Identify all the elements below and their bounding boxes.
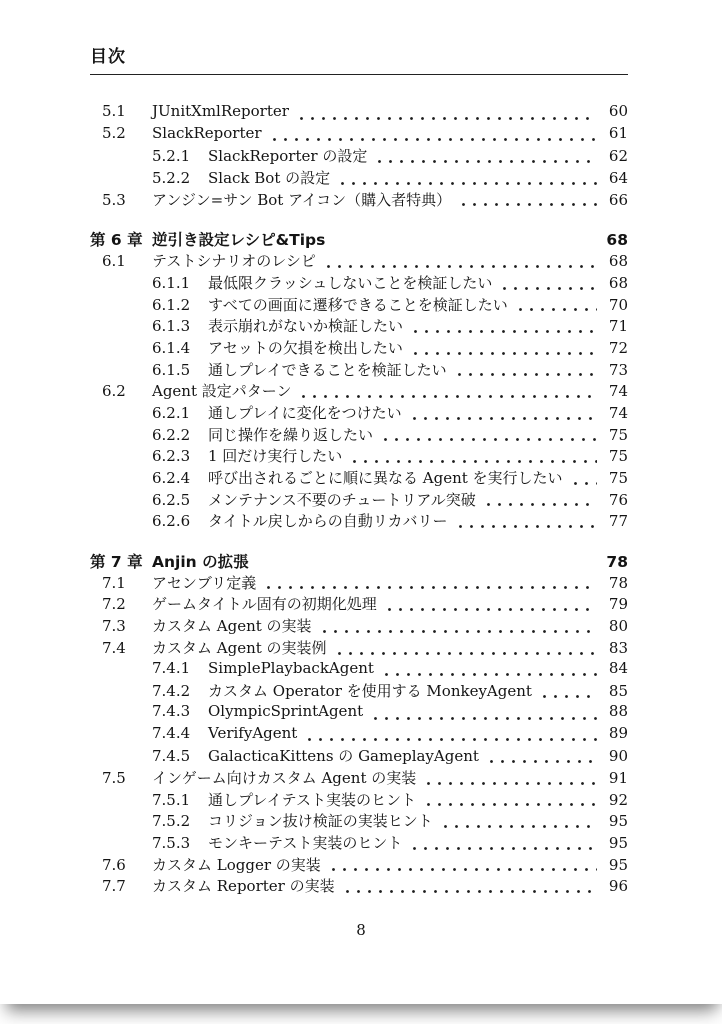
toc-entry-title: モンキーテスト実装のヒント — [208, 834, 403, 852]
dot-leader — [256, 565, 597, 568]
toc-entry-number: 5.1 — [102, 102, 126, 120]
dot-leader — [332, 243, 597, 246]
dot-leader — [455, 525, 597, 528]
toc-entry-page: 88 — [608, 701, 628, 720]
toc-entry-title: すべての画面に遷移できることを検証したい — [208, 295, 508, 314]
toc-entry[interactable] — [90, 724, 628, 746]
dot-leader — [323, 265, 597, 268]
dot-leader — [380, 438, 597, 441]
toc-entry-number: 7.4.5 — [152, 747, 191, 766]
toc-entry[interactable] — [90, 228, 628, 250]
dot-leader — [499, 287, 597, 290]
dot-leader — [539, 695, 597, 698]
toc-entry-number: 7.4.1 — [152, 658, 191, 677]
toc-entry[interactable] — [90, 402, 628, 424]
dot-leader — [296, 117, 597, 120]
toc-entry-page: 76 — [608, 490, 628, 509]
toc-entry[interactable] — [90, 832, 628, 854]
toc-entry[interactable] — [90, 467, 628, 489]
toc-entry-title: SimplePlaybackAgent — [208, 658, 374, 677]
toc-entry-page: 89 — [608, 723, 628, 742]
toc-entry-page: 95 — [608, 834, 628, 852]
toc-entry-title: アセンブリ定義 — [152, 573, 257, 592]
toc-entry[interactable] — [90, 337, 628, 359]
dot-leader — [440, 825, 597, 828]
toc-entry[interactable] — [90, 615, 628, 637]
dot-leader — [263, 586, 597, 589]
toc-entry-number: 7.5.2 — [152, 812, 191, 831]
toc-entry-title: 逆引き設定レシピ&Tips — [152, 231, 326, 250]
toc-entry-title: 通しプレイできることを検証したい — [208, 360, 447, 379]
toc-entry[interactable] — [90, 659, 628, 681]
toc-entry-number: 6.2.4 — [152, 469, 191, 487]
toc-entry-number: 7.5 — [102, 768, 126, 787]
toc-entry-title: メンテナンス不要のチュートリアル突破 — [208, 490, 476, 509]
dot-leader — [486, 760, 597, 763]
page-number: 8 — [356, 921, 366, 939]
toc-entry-page: 95 — [608, 855, 628, 874]
toc-entry-page: 68 — [606, 231, 628, 250]
toc-entry-page: 61 — [608, 123, 628, 142]
toc-entry-title: タイトル戻しからの自動リカバリー — [208, 512, 448, 531]
toc-entry-number: 7.2 — [102, 595, 126, 614]
dot-leader — [381, 673, 597, 676]
toc-entry-page: 95 — [608, 812, 628, 831]
toc-entry-number: 6.2 — [102, 382, 126, 401]
toc-heading: 目次 — [90, 47, 126, 67]
toc-entry-number: 5.2.2 — [152, 169, 191, 188]
toc-entry-title: カスタム Reporter の実装 — [152, 877, 335, 896]
toc-entry-title: 通しプレイに変化をつけたい — [208, 403, 402, 422]
toc-entry-page: 75 — [608, 425, 628, 444]
toc-entry-page: 92 — [608, 790, 628, 809]
toc-entry-title: 呼び出されるごとに順に異なる Agent を実行したい — [208, 469, 563, 487]
dot-leader — [328, 868, 597, 871]
dot-leader — [370, 717, 597, 720]
toc-entry[interactable] — [90, 680, 628, 702]
toc-entry-number: 6.2.6 — [152, 512, 191, 531]
page-header — [90, 42, 628, 75]
toc-entry-number: 6.1.4 — [152, 338, 191, 357]
dot-leader — [570, 482, 597, 485]
dot-leader — [374, 160, 597, 163]
toc-entry[interactable] — [90, 359, 628, 381]
toc-entry-title: SlackReporter — [152, 123, 262, 142]
toc-entry-title: 最低限クラッシュしないことを検証したい — [208, 273, 493, 292]
toc-entry-number: 6.2.2 — [152, 425, 191, 444]
toc-entry-page: 72 — [608, 338, 628, 357]
toc-entry[interactable] — [90, 702, 628, 724]
toc-entry-number: 第 6 章 — [90, 231, 143, 250]
toc-entry-page: 68 — [608, 252, 628, 271]
dot-leader — [410, 352, 597, 355]
toc-entry-title: カスタム Logger の実装 — [152, 855, 321, 874]
toc-entry-page: 84 — [608, 658, 628, 677]
toc-entry[interactable] — [90, 145, 628, 167]
toc-entry-number: 6.2.5 — [152, 490, 191, 509]
toc-entry-title: インゲーム向けカスタム Agent の実装 — [152, 768, 417, 787]
toc-entry-title: カスタム Operator を使用する MonkeyAgent — [208, 682, 532, 701]
toc-entry[interactable] — [90, 315, 628, 337]
toc-entry-title: テストシナリオのレシピ — [152, 252, 316, 271]
toc-entry-number: 6.1.1 — [152, 273, 191, 292]
toc-entry-title: カスタム Agent の実装例 — [152, 638, 327, 657]
toc-entry-page: 80 — [608, 617, 628, 636]
toc-entry-page: 71 — [608, 317, 628, 336]
toc-entry[interactable] — [90, 854, 628, 876]
toc-entry[interactable] — [90, 810, 628, 832]
toc-entry[interactable] — [90, 272, 628, 294]
toc-entry[interactable] — [90, 767, 628, 789]
toc-entry-number: 6.1.3 — [152, 317, 191, 336]
toc-entry-title: GalacticaKittens の GameplayAgent — [208, 747, 479, 766]
toc-entry-page: 60 — [608, 102, 628, 120]
toc-entry-page: 83 — [608, 638, 628, 657]
toc-entry-title: カスタム Agent の実装 — [152, 617, 312, 636]
toc-entry-number: 5.3 — [102, 190, 126, 209]
toc-entry[interactable] — [90, 167, 628, 189]
toc-entry-page: 78 — [606, 553, 628, 572]
header-rule — [90, 74, 628, 75]
toc-entry-number: 7.4.3 — [152, 701, 191, 720]
toc-entry-title: JUnitXmlReporter — [152, 102, 289, 120]
dot-leader — [423, 803, 597, 806]
dot-leader — [304, 738, 597, 741]
dot-leader — [458, 203, 597, 206]
toc-entry[interactable] — [90, 124, 628, 146]
toc-entry[interactable] — [90, 294, 628, 316]
dot-leader — [384, 608, 597, 611]
toc-entry-page: 66 — [608, 190, 628, 209]
dot-leader — [410, 330, 597, 333]
toc-entry-number: 7.7 — [102, 877, 126, 896]
toc-entry-page: 62 — [608, 147, 628, 166]
toc-entry-page: 74 — [608, 403, 628, 422]
toc-entry[interactable] — [90, 593, 628, 615]
toc-entry-number: 6.1.2 — [152, 295, 191, 314]
toc-list — [90, 102, 628, 897]
toc-entry-page: 64 — [608, 169, 628, 188]
toc-entry-number: 7.4.2 — [152, 682, 191, 701]
dot-leader — [423, 782, 597, 785]
toc-entry[interactable] — [90, 424, 628, 446]
toc-entry-page: 73 — [608, 360, 628, 379]
toc-entry[interactable] — [90, 189, 628, 211]
toc-entry-title: Agent 設定パターン — [152, 382, 292, 401]
toc-entry-number: 6.1.5 — [152, 360, 191, 379]
page-footer — [0, 921, 722, 939]
toc-entry-number: 7.4.4 — [152, 723, 191, 742]
toc-entry-number: 5.2 — [102, 123, 126, 142]
toc-entry-title: アンジン=サン Bot アイコン（購入者特典） — [152, 190, 452, 209]
dot-leader — [409, 417, 597, 420]
toc-entry[interactable] — [90, 745, 628, 767]
toc-entry-title: Anjin の拡張 — [152, 553, 249, 572]
dot-leader — [337, 182, 597, 185]
toc-entry[interactable] — [90, 572, 628, 594]
toc-entry-page: 79 — [608, 595, 628, 614]
toc-entry[interactable] — [90, 789, 628, 811]
toc-entry-number: 7.1 — [102, 573, 126, 592]
toc-entry-number: 6.1 — [102, 252, 126, 271]
toc-entry-title: 同じ操作を繰り返したい — [208, 425, 374, 444]
toc-entry-number: 7.3 — [102, 617, 126, 636]
toc-entry-title: VerifyAgent — [208, 723, 298, 742]
toc-entry-number: 第 7 章 — [90, 553, 143, 572]
toc-entry[interactable] — [90, 445, 628, 467]
dot-leader — [349, 460, 597, 463]
dot-leader — [334, 652, 597, 655]
toc-entry-number: 7.4 — [102, 638, 126, 657]
dot-leader — [269, 138, 597, 141]
dot-leader — [298, 395, 597, 398]
dot-leader — [515, 308, 597, 311]
toc-entry-number: 7.6 — [102, 855, 126, 874]
toc-entry-number: 6.2.1 — [152, 403, 191, 422]
toc-entry-title: 表示崩れがないか検証したい — [208, 317, 404, 336]
toc-entry-page: 90 — [608, 747, 628, 766]
toc-entry-page: 77 — [608, 512, 628, 531]
toc-entry-page: 75 — [608, 447, 628, 466]
toc-entry-page: 85 — [608, 682, 628, 701]
toc-entry-number: 6.2.3 — [152, 447, 191, 466]
dot-leader — [483, 503, 597, 506]
toc-entry[interactable] — [90, 550, 628, 572]
toc-entry[interactable] — [90, 489, 628, 511]
toc-entry-page: 78 — [608, 573, 628, 592]
toc-entry[interactable] — [90, 875, 628, 897]
toc-entry-page: 75 — [608, 469, 628, 487]
toc-entry-page: 96 — [608, 877, 628, 896]
toc-entry-page: 91 — [608, 768, 628, 787]
toc-entry-page: 68 — [608, 273, 628, 292]
dot-leader — [409, 847, 597, 850]
toc-entry[interactable] — [90, 102, 628, 124]
toc-entry[interactable] — [90, 380, 628, 402]
toc-entry-title: コリジョン抜け検証の実装ヒント — [208, 812, 433, 831]
toc-entry-title: 1 回だけ実行したい — [208, 447, 343, 466]
toc-entry[interactable] — [90, 250, 628, 272]
toc-entry-title: 通しプレイテスト実装のヒント — [208, 790, 417, 809]
dot-leader — [454, 373, 597, 376]
toc-entry-title: SlackReporter の設定 — [208, 147, 368, 166]
toc-entry-number: 5.2.1 — [152, 147, 191, 166]
dot-leader — [319, 630, 597, 633]
toc-entry-title: Slack Bot の設定 — [208, 169, 331, 188]
toc-entry-number: 7.5.1 — [152, 790, 191, 809]
toc-entry-number: 7.5.3 — [152, 834, 191, 852]
toc-entry[interactable] — [90, 510, 628, 532]
toc-entry-title: アセットの欠損を検出したい — [208, 338, 403, 357]
toc-entry-page: 70 — [608, 295, 628, 314]
dot-leader — [342, 890, 597, 893]
toc-entry-title: OlympicSprintAgent — [208, 701, 364, 720]
toc-entry-title: ゲームタイトル固有の初期化処理 — [152, 595, 377, 614]
toc-entry-page: 74 — [608, 382, 628, 401]
toc-entry[interactable] — [90, 637, 628, 659]
